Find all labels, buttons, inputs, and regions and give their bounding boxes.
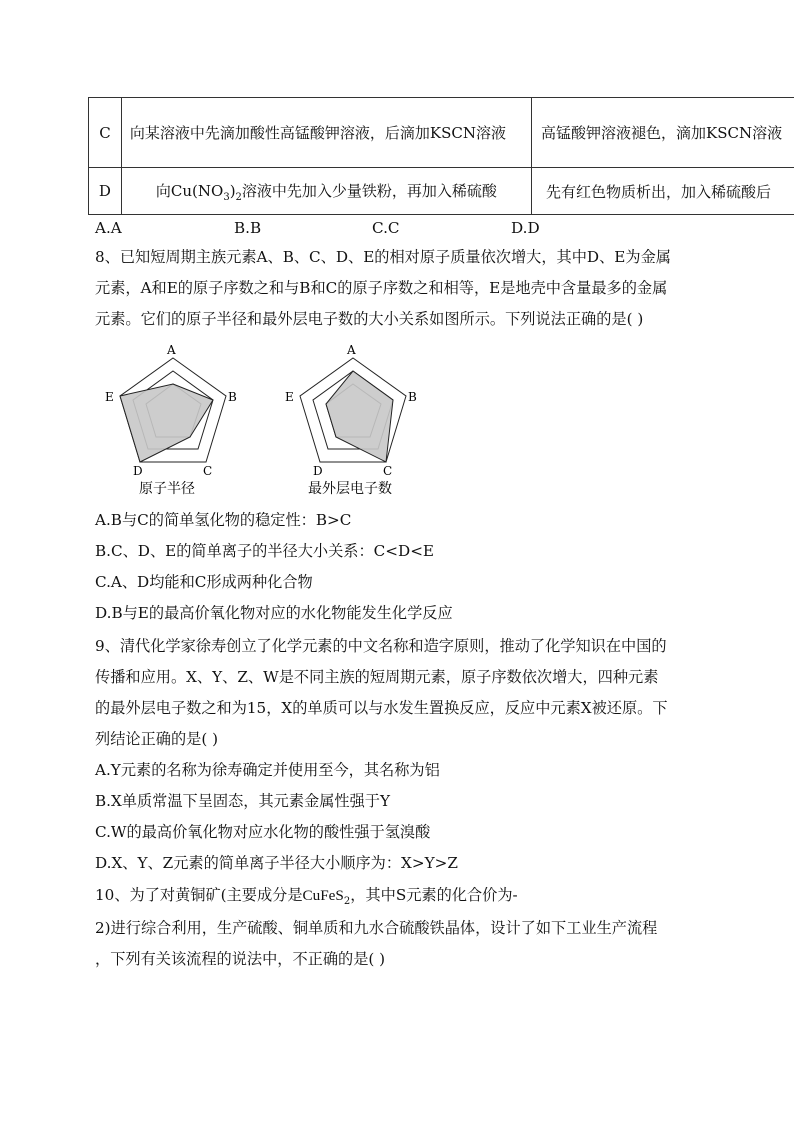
q7-option-c: C.C (372, 219, 400, 237)
q9-stem-line: 列结论正确的是( ) (95, 730, 218, 748)
figure-caption: 最外层电子数 (308, 481, 392, 497)
vertex-label-c: C (383, 464, 393, 478)
q9-stem-line: 的最外层电子数之和为15，X的单质可以与水发生置换反应，反应中元素X被还原。下 (95, 699, 668, 717)
subscript-3: 3 (223, 191, 230, 203)
row-label: C (89, 98, 122, 168)
operation-cell (121, 168, 531, 215)
chem-formula: CuFeS (302, 887, 344, 904)
vertex-label-a: A (347, 343, 356, 357)
q7-option-d: D.D (511, 219, 540, 237)
operation-text-mid: ) (229, 181, 236, 200)
q9-option-d: D.X、Y、Z元素的简单离子半径大小顺序为：X>Y>Z (95, 854, 458, 872)
q8-option-c: C.A、D均能和C形成两种化合物 (95, 573, 313, 591)
q8-option-b: B.C、D、E的简单离子的半径大小关系：C<D<E (95, 542, 435, 560)
q8-stem-line: 8、已知短周期主族元素A、B、C、D、E的相对原子质量依次增大，其中D、E为金属 (95, 248, 671, 266)
row-label: D (89, 168, 122, 215)
phenomenon-cell: 先有红色物质析出，加入稀硫酸后 (531, 168, 794, 215)
radar-figure-outer-electrons (275, 338, 435, 500)
q8-stem-line: 元素，A和E的原子序数之和与B和C的原子序数之和相等，E是地壳中含量最多的金属 (95, 279, 668, 297)
radar-figure-atomic-radius (95, 338, 255, 500)
subscript-2: 2 (235, 191, 242, 203)
figure-caption: 原子半径 (139, 481, 195, 497)
q9-option-a: A.Y元素的名称为徐寿确定并使用至今，其名称为铝 (95, 761, 440, 779)
vertex-label-e: E (105, 390, 114, 404)
table-row (89, 168, 794, 215)
operation-text-post: 溶液中先加入少量铁粉，再加入稀硫酸 (241, 181, 497, 200)
operation-text-pre: 向Cu(NO (155, 181, 224, 200)
vertex-label-b: B (228, 390, 237, 404)
radar-data-area (326, 371, 393, 462)
vertex-label-b: B (408, 390, 417, 404)
q10-text-pre: 10、为了对黄铜矿(主要成分是 (95, 886, 303, 904)
experiment-table (88, 97, 794, 215)
q7-option-a: A.A (95, 219, 122, 237)
vertex-label-e: E (285, 390, 294, 404)
vertex-label-d: D (313, 464, 323, 478)
formula-subscript: 2 (343, 896, 351, 908)
q8-option-d: D.B与E的最高价氧化物对应的水化物能发生化学反应 (95, 604, 453, 622)
vertex-label-d: D (133, 464, 143, 478)
q9-stem-line: 传播和应用。X、Y、Z、W是不同主族的短周期元素，原子序数依次增大，四种元素 (95, 668, 659, 686)
radar-data-area (120, 384, 213, 462)
q10-text-post: ，其中S元素的化合价为- (350, 886, 518, 904)
phenomenon-cell: 高锰酸钾溶液褪色，滴加KSCN溶液 (531, 98, 794, 168)
q9-stem-line: 9、清代化学家徐寿创立了化学元素的中文名称和造字原则，推动了化学知识在中国的 (95, 637, 667, 655)
q8-option-a: A.B与C的简单氢化物的稳定性：B>C (95, 511, 352, 529)
q10-stem-line (95, 885, 518, 912)
q8-stem-line: 元素。它们的原子半径和最外层电子数的大小关系如图所示。下列说法正确的是( ) (95, 310, 644, 328)
vertex-label-a: A (167, 343, 176, 357)
q7-option-b: B.B (234, 219, 262, 237)
operation-cell: 向某溶液中先滴加酸性高锰酸钾溶液，后滴加KSCN溶液 (121, 98, 531, 168)
table-row (89, 98, 794, 168)
q9-option-c: C.W的最高价氧化物对应水化物的酸性强于氢溴酸 (95, 823, 431, 841)
q9-option-b: B.X单质常温下呈固态，其元素金属性强于Y (95, 792, 391, 810)
q10-stem-line: 2)进行综合利用，生产硫酸、铜单质和九水合硫酸铁晶体，设计了如下工业生产流程 (95, 919, 658, 937)
q10-stem-line: ，下列有关该流程的说法中，不正确的是( ) (95, 950, 386, 968)
vertex-label-c: C (203, 464, 213, 478)
